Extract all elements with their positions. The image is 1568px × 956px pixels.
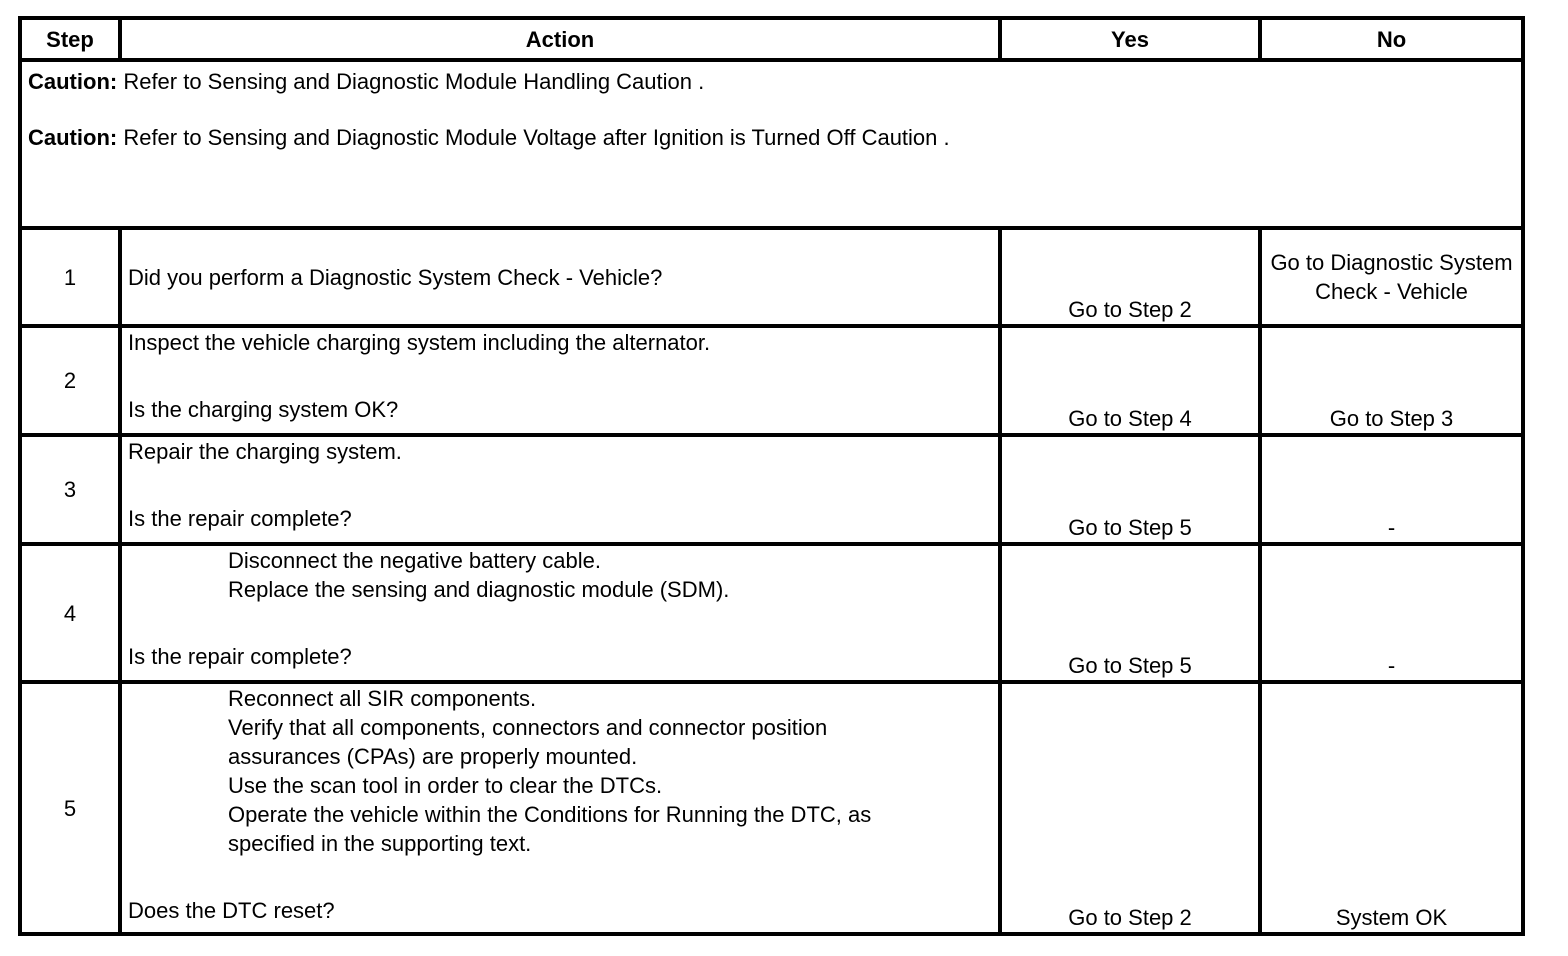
step-number: 5 [20,682,120,934]
question: Does the DTC reset? [128,898,335,923]
yes-cell: Go to Step 5 [1000,435,1260,544]
substep: Operate the vehicle within the Conditions for Running the DTC, as specified in the supporting text. [228,802,872,856]
question: Is the charging system OK? [128,397,399,422]
step-number: 3 [20,435,120,544]
header-step: Step [20,18,120,60]
step-number: 2 [20,326,120,435]
action-cell [120,544,1000,682]
action-cell [120,435,1000,544]
diagnostic-table [18,16,1525,936]
caution-text: Refer to Sensing and Diagnostic Module Handling Caution . [117,69,705,94]
header-action: Action [120,18,1000,60]
instruction: Inspect the vehicle charging system including the alternator. [128,330,711,355]
table-row [20,435,1523,544]
substep: Reconnect all SIR components. [228,686,537,711]
header-row [20,18,1523,60]
no-cell: Go to Diagnostic System Check - Vehicle [1260,228,1523,326]
caution-label: Caution: [28,69,118,94]
action-cell [120,326,1000,435]
caution-2 [28,120,1515,156]
caution-1 [28,64,1515,100]
substep: Verify that all components, connectors and connector position assurances (CPAs) are properly mounted. [228,715,828,769]
header-no: No [1260,18,1523,60]
substep: Replace the sensing and diagnostic module (SDM). [228,577,730,602]
no-cell: - [1260,435,1523,544]
question: Did you perform a Diagnostic System Check - Vehicle? [128,264,663,290]
no-cell: System OK [1260,682,1523,934]
substep: Disconnect the negative battery cable. [228,548,602,573]
no-cell: Go to Step 3 [1260,326,1523,435]
yes-cell: Go to Step 2 [1000,682,1260,934]
step-number: 4 [20,544,120,682]
action-cell [120,228,1000,326]
instruction: Repair the charging system. [128,439,402,464]
table-row [20,326,1523,435]
step-number: 1 [20,228,120,326]
header-yes: Yes [1000,18,1260,60]
table-row [20,682,1523,934]
caution-text: Refer to Sensing and Diagnostic Module Voltage after Ignition is Turned Off Caution . [117,125,950,150]
action-cell [120,682,1000,934]
substep: Use the scan tool in order to clear the DTCs. [228,773,663,798]
table-row [20,228,1523,326]
question: Is the repair complete? [128,644,352,669]
yes-cell: Go to Step 4 [1000,326,1260,435]
no-cell: - [1260,544,1523,682]
question: Is the repair complete? [128,506,352,531]
caution-cell [20,60,1523,228]
table-row [20,544,1523,682]
caution-label: Caution: [28,125,118,150]
yes-cell: Go to Step 2 [1000,228,1260,326]
yes-cell: Go to Step 5 [1000,544,1260,682]
caution-row [20,60,1523,228]
